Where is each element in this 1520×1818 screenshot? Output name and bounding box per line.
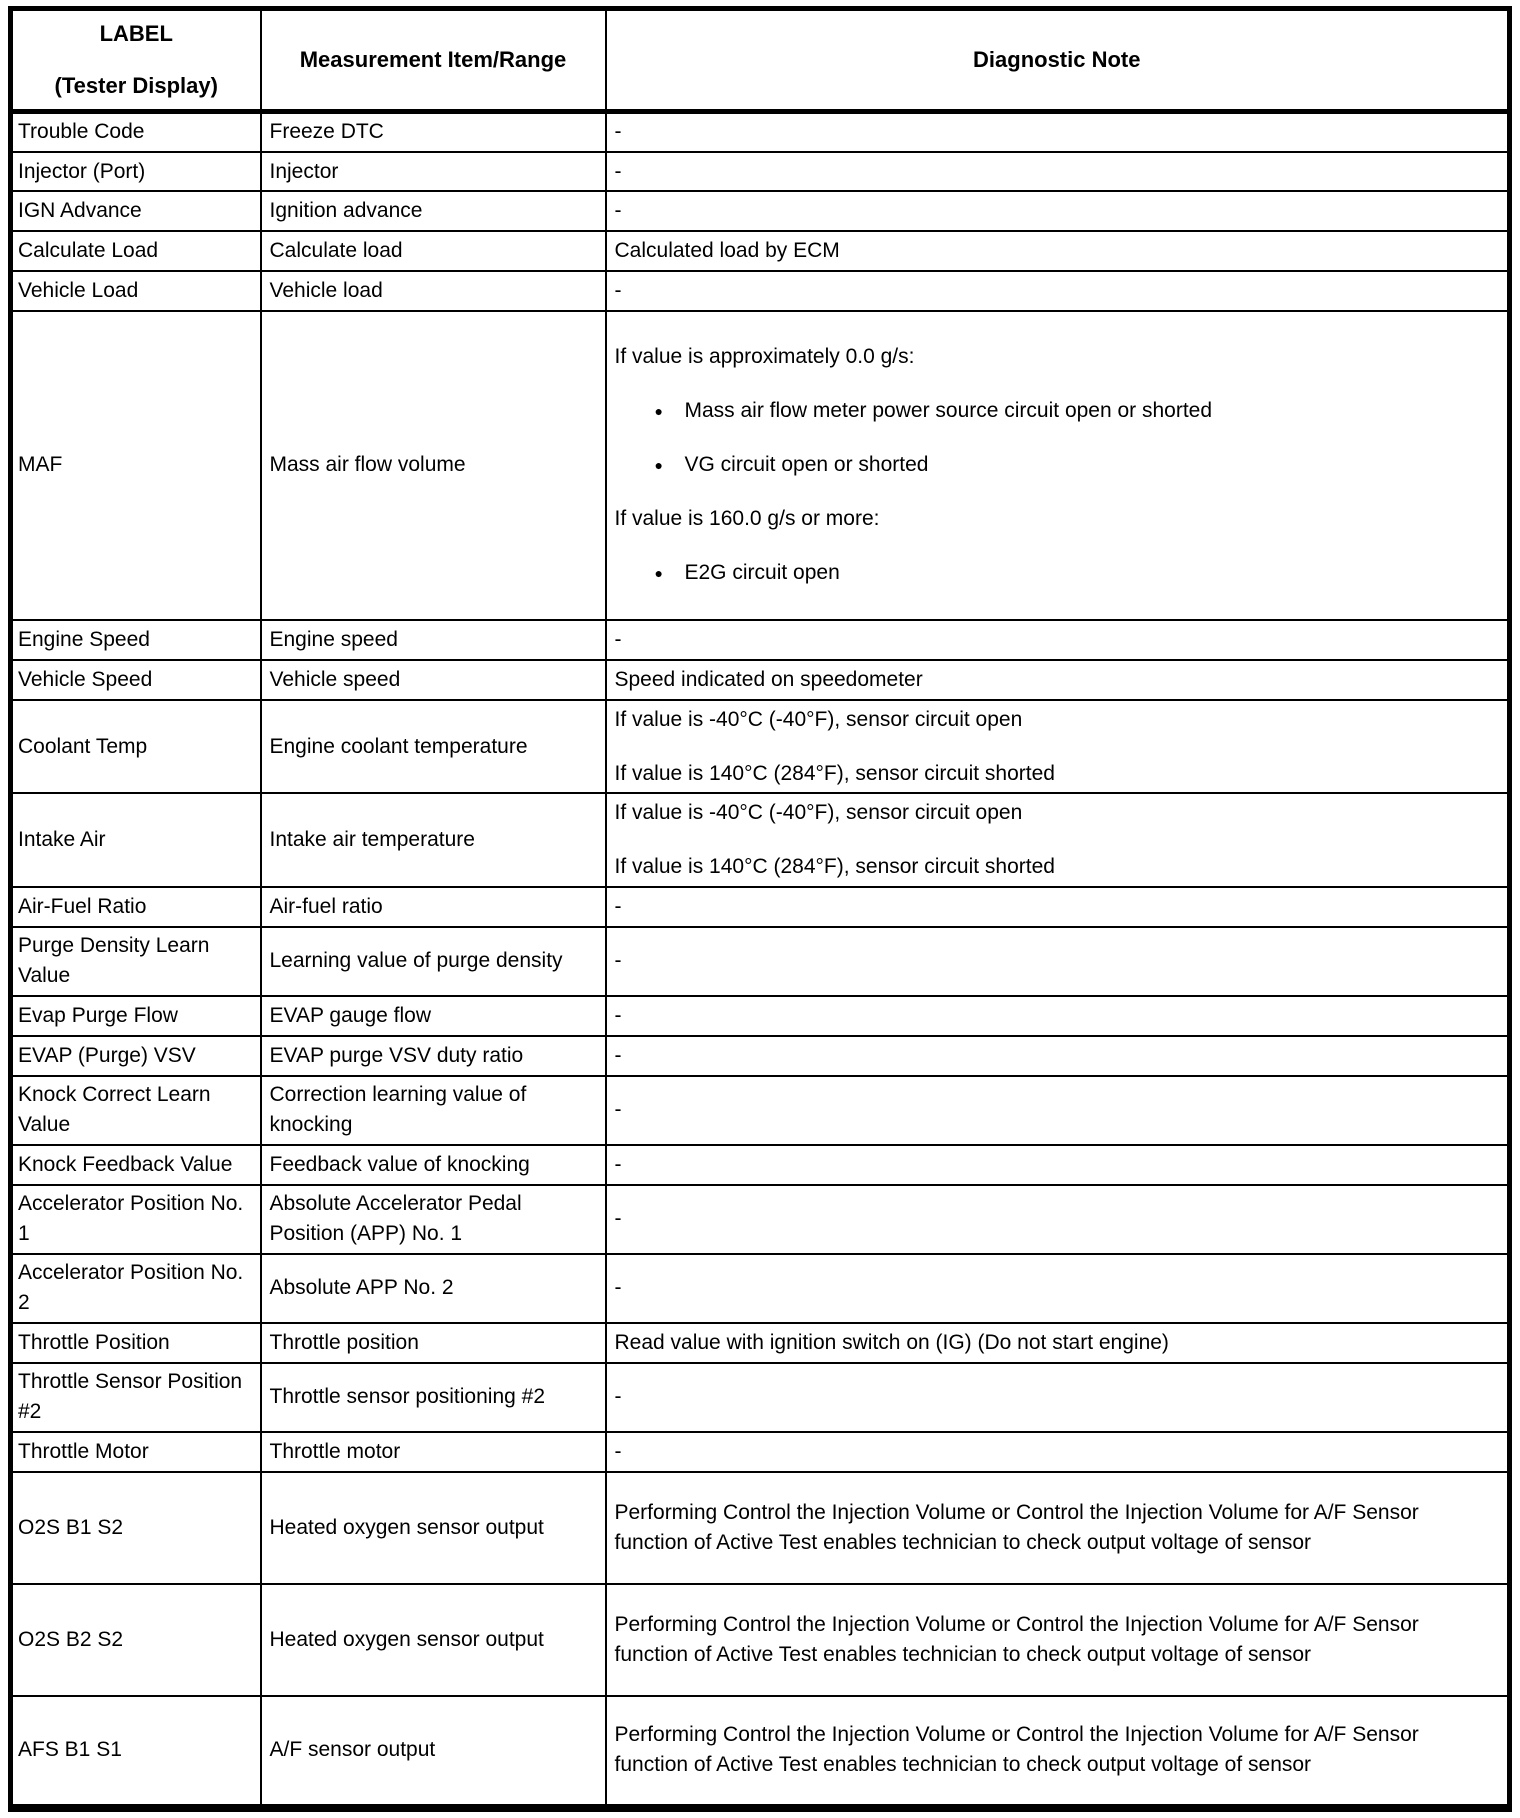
note-cell — [606, 271, 1510, 311]
note-line: Speed indicated on speedometer — [614, 667, 923, 691]
note-line: Calculated load by ECM — [614, 239, 840, 263]
item-cell: Correction learning value of knocking — [261, 1076, 606, 1145]
table-row — [11, 1472, 1510, 1584]
item-cell: Engine coolant temperature — [261, 700, 606, 794]
item-cell: Engine speed — [261, 620, 606, 660]
header-label — [11, 9, 261, 112]
header-label-line2: (Tester Display) — [54, 73, 218, 98]
note-line: If value is approximately 0.0 g/s: — [614, 345, 915, 369]
note-cell — [606, 793, 1510, 887]
table-row — [11, 887, 1510, 927]
note-line: Performing Control the Injection Volume or Control the Injection Volume for A/F Sensor function of Active Test enables technician to check output voltage of sensor — [614, 1723, 1419, 1777]
note-line: - — [614, 894, 622, 918]
item-cell: Vehicle load — [261, 271, 606, 311]
note-cell — [606, 1363, 1510, 1432]
note-cell — [606, 152, 1510, 192]
label-cell: MAF — [11, 311, 261, 621]
table-row — [11, 311, 1510, 621]
note-cell — [606, 927, 1510, 996]
table-row — [11, 271, 1510, 311]
note-cell — [606, 311, 1510, 621]
item-cell: EVAP gauge flow — [261, 996, 606, 1036]
note-line: Performing Control the Injection Volume or Control the Injection Volume for A/F Sensor function of Active Test enables technician to check output voltage of sensor — [614, 1612, 1419, 1666]
note-cell — [606, 1185, 1510, 1254]
item-cell: Vehicle speed — [261, 660, 606, 700]
table-row — [11, 927, 1510, 996]
note-bullet-text: E2G circuit open — [684, 561, 840, 585]
table-row — [11, 1363, 1510, 1432]
item-cell: EVAP purge VSV duty ratio — [261, 1036, 606, 1076]
note-line: - — [614, 1207, 622, 1231]
note-line: - — [614, 1439, 622, 1463]
item-cell: Heated oxygen sensor output — [261, 1584, 606, 1696]
note-line: - — [614, 1043, 622, 1067]
table-row — [11, 620, 1510, 660]
label-cell: EVAP (Purge) VSV — [11, 1036, 261, 1076]
table-row — [11, 793, 1510, 887]
table-row — [11, 152, 1510, 192]
bullet-icon: ● — [654, 457, 663, 474]
note-cell — [606, 1584, 1510, 1696]
item-cell: A/F sensor output — [261, 1696, 606, 1808]
note-cell — [606, 1254, 1510, 1323]
note-line: Performing Control the Injection Volume or Control the Injection Volume for A/F Sensor function of Active Test enables technician to check output voltage of sensor — [614, 1500, 1419, 1554]
label-cell: Calculate Load — [11, 231, 261, 271]
label-cell: Throttle Sensor Position #2 — [11, 1363, 261, 1432]
note-cell — [606, 1145, 1510, 1185]
note-bullet-item — [615, 396, 1498, 426]
table-row — [11, 112, 1510, 152]
item-cell: Absolute APP No. 2 — [261, 1254, 606, 1323]
item-cell: Feedback value of knocking — [261, 1145, 606, 1185]
note-cell — [606, 1696, 1510, 1808]
table-row — [11, 191, 1510, 231]
label-cell: AFS B1 S1 — [11, 1696, 261, 1808]
note-line: - — [614, 628, 622, 652]
table-row — [11, 1696, 1510, 1808]
table-row — [11, 231, 1510, 271]
label-cell: Accelerator Position No. 1 — [11, 1185, 261, 1254]
note-bullet-text: VG circuit open or shorted — [684, 453, 929, 477]
item-cell: Learning value of purge density — [261, 927, 606, 996]
bullet-icon: ● — [654, 565, 663, 582]
label-cell: Coolant Temp — [11, 700, 261, 794]
table-row — [11, 1432, 1510, 1472]
table-row — [11, 1584, 1510, 1696]
note-cell — [606, 700, 1510, 794]
label-cell: Knock Correct Learn Value — [11, 1076, 261, 1145]
note-cell — [606, 660, 1510, 700]
note-line: - — [614, 1385, 622, 1409]
label-cell: Air-Fuel Ratio — [11, 887, 261, 927]
table-header — [11, 9, 1510, 112]
header-label-line1: LABEL — [99, 21, 173, 46]
item-cell: Throttle position — [261, 1323, 606, 1363]
note-line: If value is -40°C (-40°F), sensor circuit open — [614, 707, 1023, 731]
note-bullet-text: Mass air flow meter power source circuit open or shorted — [684, 399, 1213, 423]
label-cell: Vehicle Speed — [11, 660, 261, 700]
header-row — [11, 9, 1510, 112]
table-row — [11, 1323, 1510, 1363]
note-cell — [606, 191, 1510, 231]
note-bullet-item — [615, 450, 1498, 480]
label-cell: Intake Air — [11, 793, 261, 887]
label-cell: Engine Speed — [11, 620, 261, 660]
note-line: If value is 140°C (284°F), sensor circuit shorted — [614, 761, 1055, 785]
note-cell — [606, 887, 1510, 927]
table-row — [11, 1036, 1510, 1076]
item-cell: Ignition advance — [261, 191, 606, 231]
label-cell: IGN Advance — [11, 191, 261, 231]
note-bullet-item — [615, 558, 1498, 588]
note-cell — [606, 1432, 1510, 1472]
note-line: Read value with ignition switch on (IG) (Do not start engine) — [614, 1330, 1169, 1354]
label-cell: Trouble Code — [11, 112, 261, 152]
note-cell — [606, 231, 1510, 271]
label-cell: Evap Purge Flow — [11, 996, 261, 1036]
note-cell — [606, 996, 1510, 1036]
note-line: - — [614, 1098, 622, 1122]
item-cell: Injector — [261, 152, 606, 192]
note-cell — [606, 1472, 1510, 1584]
scan-tool-data-table — [8, 6, 1512, 1812]
table-body — [11, 112, 1510, 1809]
note-cell — [606, 1036, 1510, 1076]
table-row — [11, 1145, 1510, 1185]
note-cell — [606, 112, 1510, 152]
note-line: If value is 140°C (284°F), sensor circuit shorted — [614, 855, 1055, 879]
header-diagnostic-note: Diagnostic Note — [606, 9, 1510, 112]
item-cell: Absolute Accelerator Pedal Position (APP) No. 1 — [261, 1185, 606, 1254]
table-row — [11, 660, 1510, 700]
note-line: - — [614, 949, 622, 973]
note-cell — [606, 1076, 1510, 1145]
item-cell: Throttle motor — [261, 1432, 606, 1472]
item-cell: Intake air temperature — [261, 793, 606, 887]
item-cell: Calculate load — [261, 231, 606, 271]
item-cell: Heated oxygen sensor output — [261, 1472, 606, 1584]
note-line: - — [614, 1003, 622, 1027]
note-line: - — [614, 1152, 622, 1176]
label-cell: Knock Feedback Value — [11, 1145, 261, 1185]
label-cell: O2S B1 S2 — [11, 1472, 261, 1584]
header-measurement-item: Measurement Item/Range — [261, 9, 606, 112]
item-cell: Freeze DTC — [261, 112, 606, 152]
label-cell: Vehicle Load — [11, 271, 261, 311]
table-row — [11, 1254, 1510, 1323]
note-line: - — [614, 159, 622, 183]
label-cell: Purge Density Learn Value — [11, 927, 261, 996]
note-line: - — [614, 1276, 622, 1300]
item-cell: Air-fuel ratio — [261, 887, 606, 927]
note-cell — [606, 1323, 1510, 1363]
bullet-icon: ● — [654, 403, 663, 420]
table-row — [11, 1076, 1510, 1145]
label-cell: Accelerator Position No. 2 — [11, 1254, 261, 1323]
label-cell: Throttle Motor — [11, 1432, 261, 1472]
item-cell: Mass air flow volume — [261, 311, 606, 621]
table-row — [11, 996, 1510, 1036]
item-cell: Throttle sensor positioning #2 — [261, 1363, 606, 1432]
note-cell — [606, 620, 1510, 660]
note-line: - — [614, 120, 622, 144]
note-line: - — [614, 278, 622, 302]
note-line: If value is -40°C (-40°F), sensor circuit open — [614, 801, 1023, 825]
table-row — [11, 700, 1510, 794]
label-cell: Throttle Position — [11, 1323, 261, 1363]
label-cell: O2S B2 S2 — [11, 1584, 261, 1696]
note-line: If value is 160.0 g/s or more: — [614, 507, 880, 531]
label-cell: Injector (Port) — [11, 152, 261, 192]
note-line: - — [614, 199, 622, 223]
table-row — [11, 1185, 1510, 1254]
